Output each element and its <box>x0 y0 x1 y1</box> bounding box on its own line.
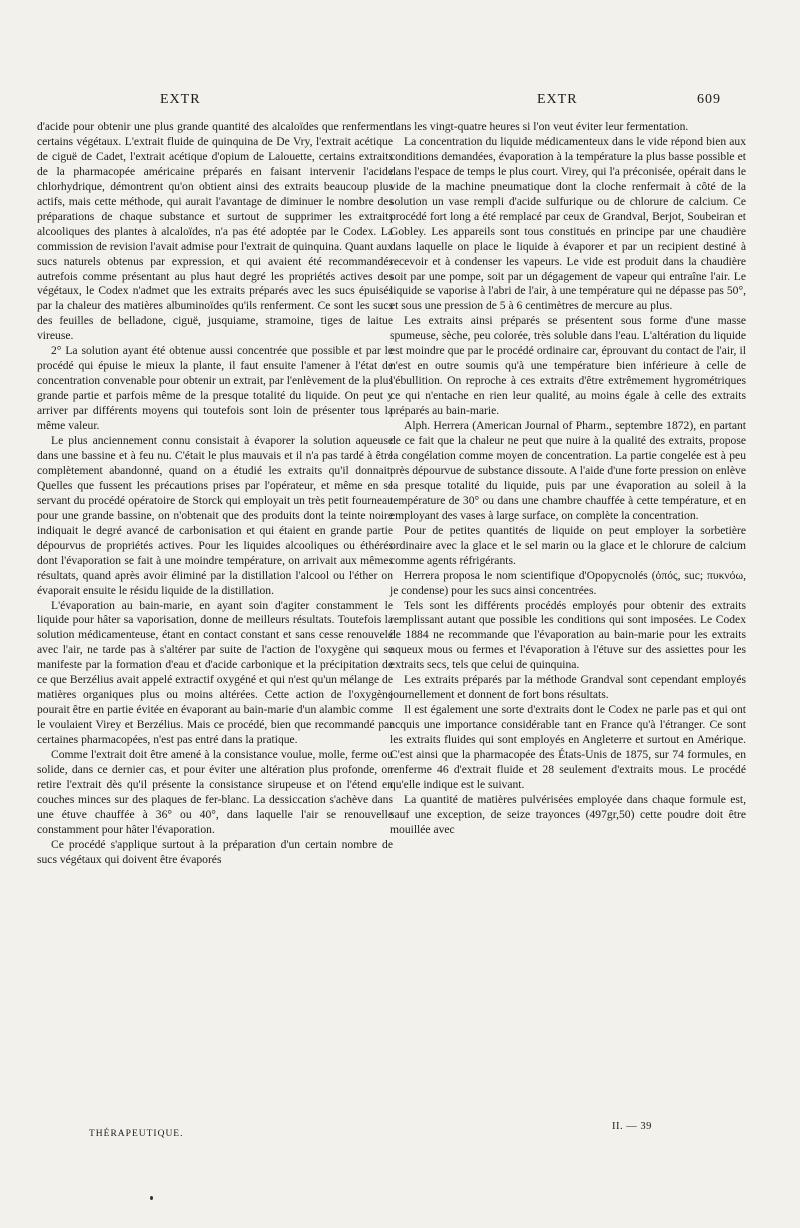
left-column <box>37 120 393 868</box>
paragraph: Il est également une sorte d'extraits dont le Codex ne parle pas et qui ont acquis une importance considérable tant en France qu'à l'étranger. Ce sont les extraits fluides qui sont employés en Angleterre et surtout en Amérique. C'est ainsi que la pharmacopée des États-Unis de 1875, sur 74 formules, en renferme 46 d'extrait fluide et 28 seulement d'extraits mous. Le procédé qu'elle indique est le suivant. <box>390 703 746 791</box>
paragraph: Ce procédé s'applique surtout à la préparation d'un certain nombre de sucs végétaux qui doivent être évaporés <box>37 837 393 866</box>
paragraph: Les extraits préparés par la méthode Grandval sont cependant employés journellement et donnent de fort bons résultats. <box>390 673 746 702</box>
paragraph: dans les vingt-quatre heures si l'on veut éviter leur fermentation. <box>390 120 689 133</box>
page-number: 609 <box>697 92 721 107</box>
paragraph: Pour de petites quantités de liquide on peut employer la sorbetière ordinaire avec la glace et le sel marin ou la glace et le chlorure de calcium comme agents réfrigérants. <box>390 523 746 567</box>
paragraph: Alph. Herrera (American Journal of Pharm., septembre 1872), en partant de ce fait que la chaleur ne peut que nuire à la qualité des extraits, propose la congélation comme moyen de concentration. La partie congelée est à peu près dépourvue de substance dissoute. A l'aide d'une forte pression on enlève la presque totalité du liquide, puis par une évaporation au soleil à la température de 30° ou dans une chambre chauffée à cette température, et en employant des vases à large surface, on complète la concentration. <box>390 419 746 522</box>
footer-signature: THÉRAPEUTIQUE. <box>89 1129 184 1139</box>
paragraph: Le plus anciennement connu consistait à évaporer la solution aqueuse dans une bassine et à feu nu. C'était le plus mauvais et il n'a pas tardé à être complètement abandonné, quand on a étudié les extraits qu'il donnait. Quelles que fussent les précautions prises par l'opérateur, et même en se servant du procédé opératoire de Storck qui employait un très petit fourneau pour une grande bassine, on n'obtenait que des produits dont la teinte noire indiquait le degré avancé de carbonisation et qui étaient en grande partie dépourvus de propriétés actives. Pour les liquides alcooliques ou éthérés dont l'évaporation se fait à une moindre température, on arrivait aux mêmes résultats, quand après avoir éliminé par la distillation l'alcool ou l'éther on évaporait ensuite le résidu liquide de la distillation. <box>37 434 393 597</box>
paragraph: La quantité de matières pulvérisées employée dans chaque formule est, sauf une exception, de seize trayonces (497gr,50) cette poudre doit être mouillée avec <box>390 792 746 836</box>
paragraph: Comme l'extrait doit être amené à la consistance voulue, molle, ferme ou solide, dans ce dernier cas, et pour éviter une altération plus profonde, on retire l'extrait dès qu'il présente la consistance sirupeuse et on l'étend en couches minces sur des plaques de fer-blanc. La dessiccation s'achève dans une étuve chauffée à 36° ou 40°, dans laquelle l'air se renouvelle constamment pour hâter l'évaporation. <box>37 748 393 836</box>
paragraph: 2° La solution ayant été obtenue aussi concentrée que possible et par le procédé qui épuise le mieux la plante, il faut ensuite l'amener à l'état de concentration convenable pour obtenir un extrait, par l'enlèvement de la plus grande partie et parfois même de la presque totalité du liquide. On peut y arriver par différents moyens qui toutefois sont loin de présenter tous la même valeur. <box>37 344 393 433</box>
running-head-left: EXTR <box>160 92 201 107</box>
paragraph: La concentration du liquide médicamenteux dans le vide répond bien aux conditions demandées, évaporation à la température la plus basse possible et dans l'espace de temps le plus court. Virey, qui l'a préconisée, opérait dans le vide de la machine pneumatique dont la cloche renfermait à côté de la solution un vase rempli d'acide sulfurique ou de chlorure de calcium. Ce procédé fort long a été remplacé par ceux de Grandval, Berjot, Soubeiran et Gobley. Les appareils sont tous constitués en principe par une chaudière dans laquelle on place le liquide à évaporer et par un recipient destiné à recevoir et à condenser les vapeurs. Le vide est produit dans la chaudière soit par une pompe, soit par un dégagement de vapeur qui entraîne l'air. Le liquide se vaporise à l'abri de l'air, à une température qui ne dépasse pas 50°, et sous une pression de 5 à 6 centimètres de mercure au plus. <box>390 134 746 313</box>
running-head-right: EXTR <box>537 92 578 107</box>
paragraph: Les extraits ainsi préparés se présentent sous forme d'une masse spumeuse, sèche, peu colorée, très soluble dans l'eau. L'altération du liquide est moindre que par le procédé ordinaire car, éprouvant du contact de l'air, il n'est en outre soumis qu'à une température bien inférieure à celle de l'ébullition. On reproche à ces extraits d'être extrêmement hygrométriques ce qui n'entache en rien leur qualité, au moins égale à celle des extraits préparés au bain-marie. <box>390 314 746 418</box>
paragraph: L'évaporation au bain-marie, en ayant soin d'agiter constamment le liquide pour hâter sa vaporisation, donne de meilleurs résultats. Toutefois la solution médicamenteuse, étant en contact constant et sans cesse renouvelé avec l'air, ne tarde pas à s'altérer par suite de l'action de l'oxygène qui se manifeste par la formation d'eau et d'acide carbonique et la précipitation de ce que Berzélius avait appelé extractif oxygéné et qui n'est qu'un mélange de matières organiques plus ou moins altérées. Cette action de l'oxygène pourait être en partie évitée en évaporant au bain-marie d'un alambic comme le voulaient Virey et Berzélius. Mais ce procédé, bien que recommandé par certaines pharmacopées, n'est pas entré dans la pratique. <box>37 598 393 747</box>
footer-sheet-mark: II. — 39 <box>612 1121 652 1132</box>
paragraph: Herrera proposa le nom scientifique d'Opopycnolés (ὀπός, suc; πυκνόω, je condense) pour les sucs ainsi concentrées. <box>390 568 746 597</box>
paragraph: Tels sont les différents procédés employés pour obtenir des extraits remplissant autant que possible les conditions qui sont imposées. Le Codex de 1884 ne recommande que l'évaporation au bain-marie pour les extraits aqueux mous ou fermes et l'évaporation à l'étuve sur des assiettes pour les extraits secs, tels que celui de quinquina. <box>390 598 746 672</box>
ink-speck <box>150 1196 153 1200</box>
paragraph: d'acide pour obtenir une plus grande quantité des alcaloïdes que renferment certains végétaux. L'extrait fluide de quinquina de De Vry, l'extrait acétique de ciguë de Cadet, l'extrait acétique d'opium de Lalouette, certains extraits de la pharmacopée américaine préparés en faisant intervenir l'acide chlorhydrique, démontrent qu'on obtient ainsi des extraits beaucoup plus actifs, mais cette méthode, qui aurait l'avantage de diminuer le nombre des préparations de chaque substance et surtout de supprimer les extraits alcooliques des plantes à alcaloïdes, n'a pas été adoptée par le Codex. La commission de revision l'avait admise pour l'extrait de quinquina. Quant aux sucs naturels obtenus par expression, et qui avaient été recommandés autrefois comme présentant au plus haut degré les propriétés actives des végétaux, le Codex n'admet que les extraits préparés avec les sucs épuisés par la chaleur des matières albuminoïdes qu'ils renferment. Ce sont les sucs des feuilles de belladone, ciguë, jusquiame, stramoine, tiges de laitue vireuse. <box>37 120 393 343</box>
right-column <box>390 120 746 838</box>
